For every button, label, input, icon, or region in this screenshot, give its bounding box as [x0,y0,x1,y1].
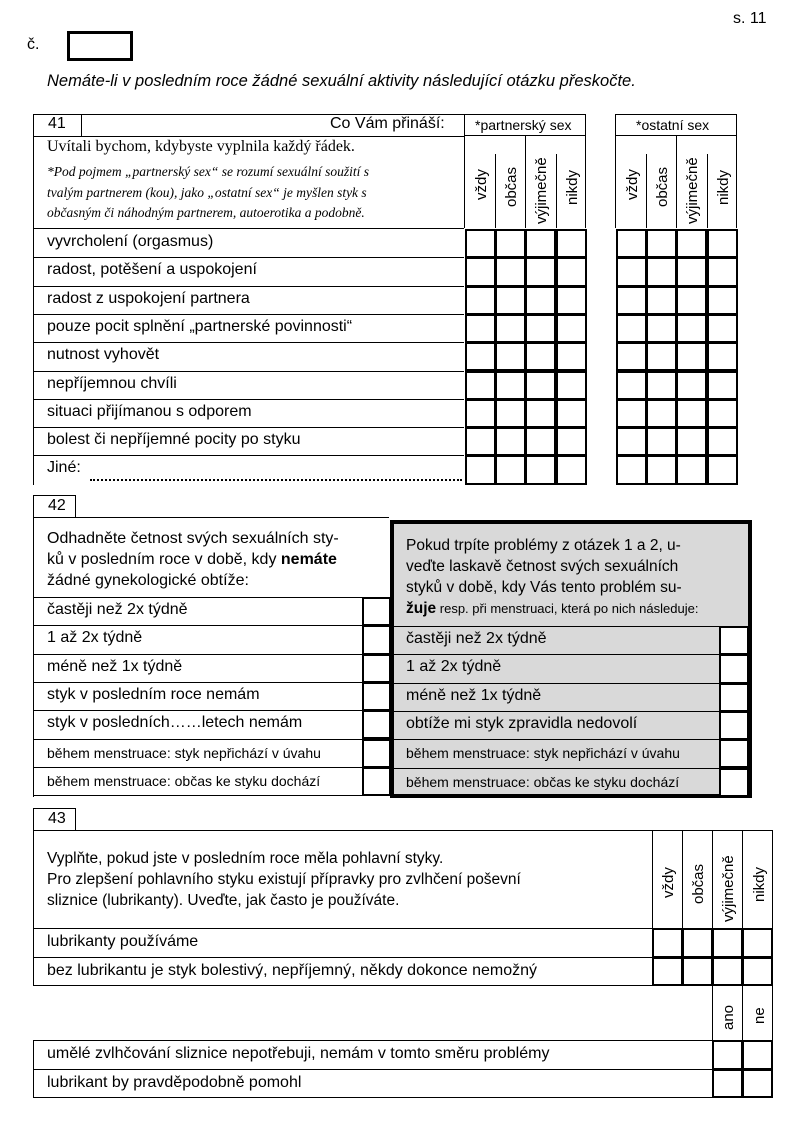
q42-right-checkbox[interactable] [719,739,749,768]
q41-other-checkbox-nikdy[interactable] [707,286,738,315]
q41-other-checkbox-výjimečně[interactable] [676,427,707,456]
q41-other-checkbox-vždy[interactable] [616,229,647,258]
q41-partner-checkbox-nikdy[interactable] [556,286,587,315]
q41-other-checkbox-občas[interactable] [646,399,677,428]
q41-partner-checkbox-vždy[interactable] [465,371,496,400]
q41-other-checkbox-nikdy[interactable] [707,427,738,456]
q43-yn-row-label: lubrikant by pravděpodobně pomohl [47,1073,302,1091]
q41-partner-checkbox-výjimečně[interactable] [525,371,556,400]
q41-other-checkbox-výjimečně[interactable] [676,314,707,343]
q43-row-label: bez lubrikantu je styk bolestivý, nepříjemný, někdy dokonce nemožný [47,961,538,979]
q41-partner-checkbox-nikdy[interactable] [556,314,587,343]
q43-row-label: lubrikanty používáme [47,933,199,950]
q41-partner-checkbox-vždy[interactable] [465,399,496,428]
q41-other-checkbox-vždy[interactable] [616,257,647,286]
q41-partner-checkbox-občas[interactable] [495,257,526,286]
q41-other-checkbox-občas[interactable] [646,427,677,456]
q41-other-checkbox-vždy[interactable] [616,314,647,343]
q41-col2-rarely: výjimečně [684,157,701,224]
q43-checkbox-výjimečně[interactable] [712,928,743,958]
q41-group2-label: *ostatní sex [636,117,710,133]
q42-left-checkbox[interactable] [362,625,391,654]
q42-right-bold: žuje [406,600,437,617]
q42-left-row-label: méně než 1x týdně [47,657,183,675]
q42-right-row-label: méně než 1x týdně [406,686,542,704]
q41-partner-checkbox-výjimečně[interactable] [525,455,556,484]
q42-left-checkbox[interactable] [362,654,391,683]
q42-right-tail: resp. při menstruaci, která po nich následuje: [436,601,699,616]
q43-col-sometimes: občas [690,863,707,904]
q42-left-row-label: během menstruace: občas ke styku dochází [47,772,321,789]
q43-col-never: nikdy [751,866,768,902]
q43-checkbox-vždy[interactable] [652,957,683,987]
q41-partner-checkbox-občas[interactable] [495,427,526,456]
q41-partner-checkbox-občas[interactable] [495,399,526,428]
q41-instruction: Uvítali bychom, kdybyste vyplnila každý řádek. [47,138,355,155]
q43-number: 43 [48,810,66,827]
q41-partner-checkbox-občas[interactable] [495,286,526,315]
q41-partner-checkbox-nikdy[interactable] [556,257,587,286]
q41-partner-checkbox-občas[interactable] [495,455,526,484]
q41-col2-never: nikdy [715,169,732,205]
q43-checkbox-ano[interactable] [712,1040,743,1070]
q41-partner-checkbox-výjimečně[interactable] [525,399,556,428]
q41-partner-checkbox-občas[interactable] [495,342,526,371]
q42-left-row-label: častěji než 2x týdně [47,601,188,618]
q41-question: Co Vám přináší: [330,115,445,132]
q41-row-label: bolest či nepříjemné pocity po styku [47,431,301,449]
q41-other-checkbox-občas[interactable] [646,314,677,343]
q41-partner-checkbox-vždy[interactable] [465,342,496,371]
q43-checkbox-občas[interactable] [682,957,713,987]
q43-checkbox-nikdy[interactable] [742,957,773,987]
q41-partner-checkbox-vždy[interactable] [465,314,496,343]
q41-other-checkbox-nikdy[interactable] [707,455,738,484]
q41-col2-sometimes: občas [654,166,671,207]
q41-partner-checkbox-nikdy[interactable] [556,229,587,258]
q41-other-checkbox-nikdy[interactable] [707,314,738,343]
q41-other-checkbox-nikdy[interactable] [707,371,738,400]
q41-other-checkbox-výjimečně[interactable] [676,229,707,258]
q42-left-row-label: 1 až 2x týdně [47,629,143,647]
intro-instruction: Nemáte-li v posledním roce žádné sexuální aktivity následující otázku přeskočte. [47,72,636,90]
q41-col-never: nikdy [564,169,581,205]
respondent-id-box[interactable] [67,31,133,61]
q42-left-row-label: během menstruace: styk nepřichází v úvahu [47,744,321,761]
q41-note-line: občasným či náhodným partnerem, autoerotika a podobně. [47,205,365,220]
q42-right-row-label: 1 až 2x týdně [406,658,502,676]
q41-other-checkbox-výjimečně[interactable] [676,286,707,315]
q42-right-line: Pokud trpíte problémy z otázek 1 a 2, u- [406,537,681,554]
q41-partner-checkbox-vždy[interactable] [465,455,496,484]
q43-col-rarely: výjimečně [720,855,737,922]
q41-other-checkbox-občas[interactable] [646,257,677,286]
q41-partner-checkbox-vždy[interactable] [465,229,496,258]
q41-row-label: pouze pocit splnění „partnerské povinnosti“ [47,317,353,335]
q41-partner-checkbox-občas[interactable] [495,371,526,400]
q41-partner-checkbox-občas[interactable] [495,229,526,258]
q42-right-row-label: častěji než 2x týdně [406,630,547,647]
q41-other-checkbox-vždy[interactable] [616,342,647,371]
q41-partner-checkbox-výjimečně[interactable] [525,314,556,343]
q41-partner-checkbox-výjimečně[interactable] [525,229,556,258]
q43-checkbox-ano[interactable] [712,1069,743,1099]
q41-other-checkbox-vždy[interactable] [616,399,647,428]
q43-col-always: vždy [660,867,677,898]
q43-checkbox-občas[interactable] [682,928,713,958]
q41-partner-checkbox-nikdy[interactable] [556,371,587,400]
q42-left-bold: nemáte [280,551,337,568]
q43-checkbox-ne[interactable] [742,1069,773,1099]
q41-other-checkbox-nikdy[interactable] [707,342,738,371]
c-label: č. [27,36,40,53]
q42-right-question [406,535,698,619]
q41-other-checkbox-nikdy[interactable] [707,257,738,286]
q41-row-label: nepříjemnou chvíli [47,374,177,392]
q43-checkbox-ne[interactable] [742,1040,773,1070]
q41-group1-label: *partnerský sex [475,117,572,133]
q41-col-always: vždy [473,169,490,200]
q41-other-checkbox-vždy[interactable] [616,427,647,456]
q42-left-question [47,528,339,591]
q41-other-checkbox-občas[interactable] [646,371,677,400]
q41-partner-checkbox-nikdy[interactable] [556,455,587,484]
q41-other-checkbox-nikdy[interactable] [707,229,738,258]
q41-other-checkbox-občas[interactable] [646,286,677,315]
q41-col-sometimes: občas [503,166,520,207]
q42-left-checkbox[interactable] [362,739,391,768]
q41-note [47,162,369,224]
q43-checkbox-nikdy[interactable] [742,928,773,958]
q42-left-row-label: styk v posledním roce nemám [47,685,260,703]
q41-partner-checkbox-výjimečně[interactable] [525,427,556,456]
q41-other-checkbox-výjimečně[interactable] [676,455,707,484]
q41-other-checkbox-výjimečně[interactable] [676,371,707,400]
q41-other-checkbox-výjimečně[interactable] [676,257,707,286]
q41-row-label: radost z uspokojení partnera [47,289,250,307]
q43-checkbox-výjimečně[interactable] [712,957,743,987]
q41-partner-checkbox-výjimečně[interactable] [525,286,556,315]
q42-right-checkbox[interactable] [719,626,749,655]
q42-left-checkbox[interactable] [362,710,391,739]
q41-other-checkbox-občas[interactable] [646,455,677,484]
q41-other-checkbox-občas[interactable] [646,229,677,258]
q41-partner-checkbox-občas[interactable] [495,314,526,343]
q42-right-checkbox[interactable] [719,711,749,740]
q41-other-checkbox-výjimečně[interactable] [676,399,707,428]
q43-col-no: ne [751,1007,768,1024]
q41-row-label: Jiné: [47,459,81,477]
q42-right-line: styků v době, kdy Vás tento problém su- [406,579,682,596]
q41-other-checkbox-vždy[interactable] [616,371,647,400]
q43-yn-row-label: umělé zvlhčování sliznice nepotřebuji, nemám v tomto směru problémy [47,1045,550,1062]
q42-left-line: ků v posledním roce v době, kdy [47,551,281,568]
q41-partner-checkbox-nikdy[interactable] [556,427,587,456]
q42-left-line: Odhadněte četnost svých sexuálních sty- [47,530,339,547]
q41-partner-checkbox-nikdy[interactable] [556,399,587,428]
q41-other-checkbox-nikdy[interactable] [707,399,738,428]
q42-left-checkbox[interactable] [362,597,391,626]
q41-col2-always: vždy [624,169,641,200]
q43-col-yes: ano [720,1004,737,1030]
q42-left-checkbox[interactable] [362,682,391,711]
q42-right-row-label: během menstruace: styk nepřichází v úvahu [406,745,680,762]
q41-row-label: nutnost vyhovět [47,346,160,364]
q41-other-checkbox-výjimečně[interactable] [676,342,707,371]
q42-right-checkbox[interactable] [719,683,749,712]
q41-partner-checkbox-výjimečně[interactable] [525,257,556,286]
q42-right-row-label: během menstruace: občas ke styku dochází [406,773,680,790]
q43-checkbox-vždy[interactable] [652,928,683,958]
q42-left-line: žádné gynekologické obtíže: [47,572,249,589]
q42-right-checkbox[interactable] [719,768,749,797]
q42-left-row-label: styk v posledních……letech nemám [47,714,303,732]
q42-left-checkbox[interactable] [362,767,391,796]
q43-question [47,848,521,911]
q41-partner-checkbox-vždy[interactable] [465,257,496,286]
q41-partner-checkbox-vždy[interactable] [465,286,496,315]
q42-right-line: veďte laskavě četnost svých sexuálních [406,558,679,575]
q41-note-line: tvalým partnerem (kou), jako „ostatní sex“ je myšlen styk s [47,184,367,200]
q41-col-rarely: výjimečně [533,157,550,224]
q41-other-checkbox-vždy[interactable] [616,286,647,315]
q41-number: 41 [48,115,66,132]
q41-partner-checkbox-nikdy[interactable] [556,342,587,371]
q42-number: 42 [48,497,66,514]
q42-right-row-label: obtíže mi styk zpravidla nedovolí [406,714,638,732]
q41-row-label: radost, potěšení a uspokojení [47,261,257,279]
q41-other-writein-line[interactable] [90,479,462,481]
q43-line: sliznice (lubrikanty). Uveďte, jak často je používáte. [47,892,400,909]
q42-right-checkbox[interactable] [719,654,749,683]
page-number: s. 11 [733,10,767,27]
q41-row-label: vyvrcholení (orgasmus) [47,233,214,250]
q41-other-checkbox-občas[interactable] [646,342,677,371]
q41-note-line: *Pod pojmem „partnerský sex“ se rozumí sexuální soužití s [47,164,369,179]
q41-other-checkbox-vždy[interactable] [616,455,647,484]
q41-row-label: situaci přijímanou s odporem [47,402,252,420]
q41-partner-checkbox-vždy[interactable] [465,427,496,456]
q43-line: Vyplňte, pokud jste v posledním roce měla pohlavní styky. [47,850,444,867]
q41-partner-checkbox-výjimečně[interactable] [525,342,556,371]
q43-line: Pro zlepšení pohlavního styku existují přípravky pro zvlhčení poševní [47,871,521,888]
